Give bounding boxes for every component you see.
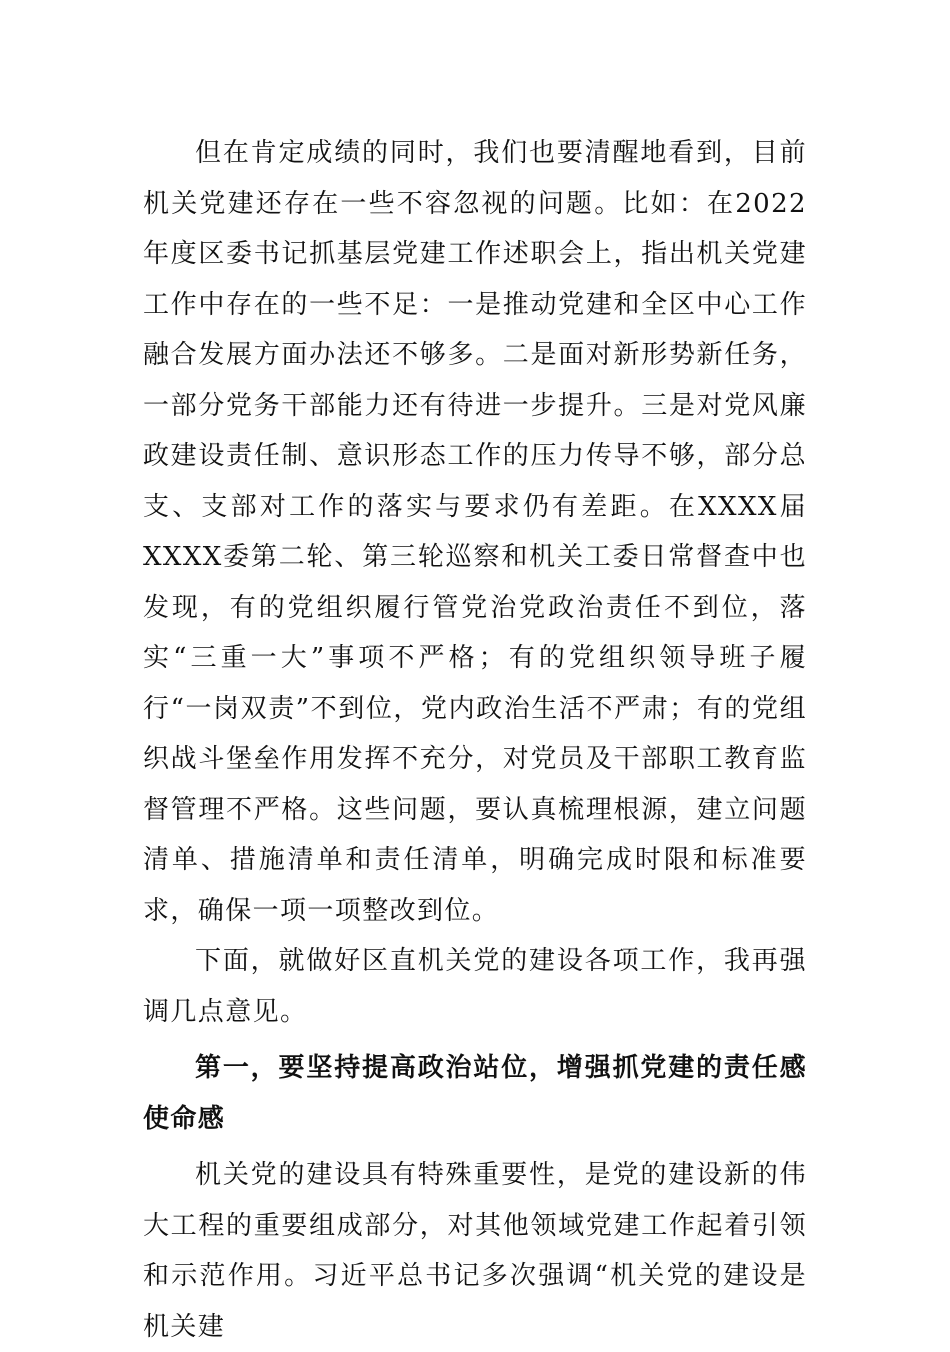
body-paragraph-intro: 下面，就做好区直机关党的建设各项工作，我再强调几点意见。 — [143, 946, 807, 1027]
document-body — [143, 128, 807, 1352]
body-paragraph-section-start: 机关党的建设具有特殊重要性，是党的建设新的伟大工程的重要组成部分，对其他领域党建工作起着引领和示范作用。习近平总书记多次强调“机关党的建设是机关建 — [143, 1160, 807, 1342]
body-paragraph-problems: 但在肯定成绩的同时，我们也要清醒地看到，目前机关党建还存在一些不容忽视的问题。比如：在2022年度区委书记抓基层党建工作述职会上，指出机关党建工作中存在的一些不足：一是推动党建和全区中心工作融合发展方面办法还不够多。二是面对新形势新任务，一部分党务干部能力还有待进一步提升。三是对党风廉政建设责任制、意识形态工作的压力传导不够，部分总支、支部对工作的落实与要求仍有差距。在XXXX届XXXX委第二轮、第三轮巡察和机关工委日常督查中也发现，有的党组织履行管党治党政治责任不到位，落实“三重一大”事项不严格；有的党组织领导班子履行“一岗双责”不到位，党内政治生活不严肃；有的党组织战斗堡垒作用发挥不充分，对党员及干部职工教育监督管理不严格。这些问题，要认真梳理根源，建立问题清单、措施清单和责任清单，明确完成时限和标准要求，确保一项一项整改到位。 — [143, 138, 807, 926]
section-heading: 第一，要坚持提高政治站位，增强抓党建的责任感使命感 — [143, 1053, 807, 1134]
